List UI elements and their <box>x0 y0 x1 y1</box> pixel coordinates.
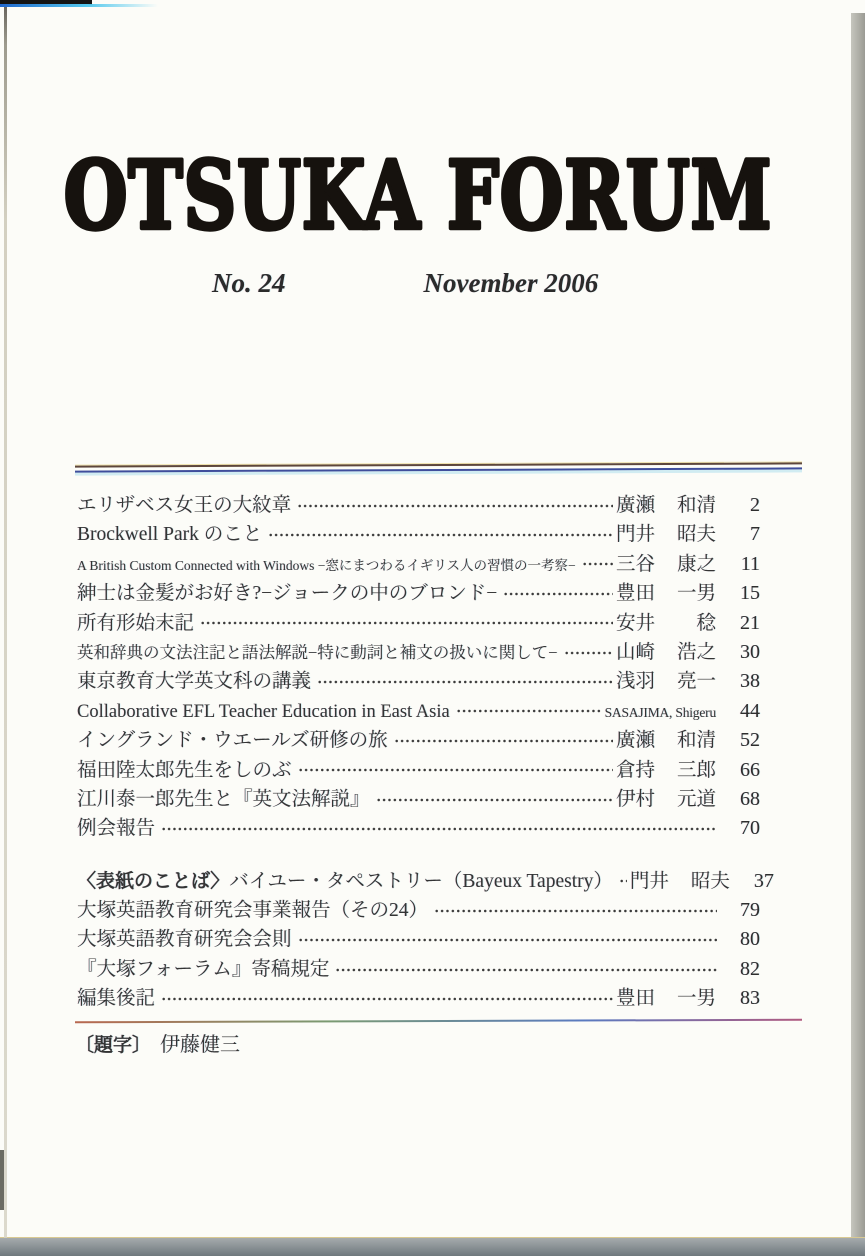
toc-entry-title: 編集後記 <box>77 988 156 1010</box>
toc-entry-page: 80 <box>740 928 760 951</box>
author-family: 廣瀬 <box>616 495 656 516</box>
author-family: 山崎 <box>616 641 656 663</box>
toc-entry-author <box>616 667 716 696</box>
toc-entry-page: 11 <box>740 552 760 575</box>
toc-entry-title: バイユー・タペストリー（Bayeux Tapestry） <box>229 870 613 892</box>
toc-row <box>77 814 760 843</box>
author-family: 廣瀬 <box>616 730 656 752</box>
toc-entry-title: 大塚英語教育研究会事業報告（その24） <box>77 900 429 922</box>
author-family: 安井 <box>616 612 656 634</box>
toc-entry-author <box>616 491 716 520</box>
toc-entry-page: 37 <box>753 869 774 892</box>
colophon-name: 伊藤健三 <box>160 1033 241 1056</box>
author-given: 和清 <box>676 495 716 516</box>
toc-entry-author <box>616 609 716 638</box>
toc-entry-title: A British Custom Connected with Windows −窓にまつわるイギリス人の習慣の一考察− <box>77 557 576 573</box>
toc-row <box>77 984 760 1013</box>
dot-leader <box>200 619 613 627</box>
author-given: 稔 <box>696 612 716 634</box>
dot-leader <box>298 766 613 774</box>
dot-leader <box>456 707 601 715</box>
author-given: 昭夫 <box>676 524 716 546</box>
toc-entry-page: 83 <box>740 987 760 1010</box>
dot-leader <box>298 936 717 944</box>
toc-entry-title: 江川泰一郎先生と『英文法解説』 <box>77 788 370 810</box>
toc-row <box>77 491 760 520</box>
toc-entry-author <box>616 785 716 814</box>
toc-row <box>77 638 760 667</box>
dot-leader <box>564 649 613 657</box>
toc-entry-page: 15 <box>740 582 760 605</box>
toc-entry-author <box>616 726 716 755</box>
toc-entry-page: 2 <box>750 494 760 516</box>
toc-row <box>77 550 760 579</box>
toc-entry-title: 所有形始末記 <box>77 612 195 634</box>
author-family: 伊村 <box>616 788 656 810</box>
dot-leader <box>161 995 613 1003</box>
toc-entry-page: 52 <box>740 729 760 752</box>
toc-row <box>77 579 760 608</box>
author-given: 元道 <box>676 788 716 810</box>
toc-rule-top <box>75 462 802 472</box>
toc-entry-title: 『大塚フォーラム』寄稿規定 <box>77 958 330 980</box>
scan-edge-bottom <box>0 1237 865 1256</box>
toc-entry-page: 70 <box>740 817 760 840</box>
toc-entry-page: 30 <box>740 640 760 663</box>
dot-leader <box>317 678 613 686</box>
toc-entry-author <box>616 520 716 549</box>
colophon <box>75 1028 802 1057</box>
toc-list <box>75 491 802 1014</box>
author-family: 倉持 <box>616 759 656 781</box>
toc-rule-bottom <box>75 1018 802 1023</box>
toc-row <box>77 925 760 954</box>
issue-date: November 2006 <box>423 268 599 298</box>
toc-entry-page: 21 <box>740 611 760 634</box>
dot-leader <box>161 825 717 833</box>
issue-row <box>212 268 598 299</box>
toc-entry-page: 68 <box>740 787 760 810</box>
dot-leader <box>582 560 613 568</box>
colophon-label: 〔題字〕 <box>75 1033 152 1056</box>
author-given: 和清 <box>676 730 716 752</box>
toc-row <box>77 955 760 984</box>
toc-entry-title: 福田陸太郎先生をしのぶ <box>77 759 292 781</box>
dot-leader <box>297 502 613 510</box>
toc-entry-page: 79 <box>740 899 760 922</box>
dot-leader <box>503 590 613 598</box>
toc-entry-page: 44 <box>740 699 760 722</box>
toc-entry-prefix: 〈表紙のことば〉 <box>77 869 230 892</box>
toc-row <box>77 867 774 896</box>
table-of-contents <box>75 464 802 1057</box>
author-given: 一男 <box>676 583 716 605</box>
toc-row <box>77 726 760 755</box>
toc-entry-page: 66 <box>740 758 760 781</box>
issue-number: No. 24 <box>212 268 286 298</box>
scan-edge-left-notch <box>0 1150 4 1210</box>
author-given: 昭夫 <box>690 870 730 892</box>
toc-entry-page: 38 <box>740 670 760 693</box>
toc-entry-title: 英和辞典の文法注記と語法解説−特に動詞と補文の扱いに関して− <box>77 642 558 662</box>
author-family: 門井 <box>616 524 656 546</box>
toc-entry-page: 7 <box>750 523 760 546</box>
toc-entry-title: Brockwell Park のこと <box>77 524 263 546</box>
toc-row <box>77 697 760 726</box>
toc-entry-title: 紳士は金髪がお好き?−ジョークの中のブロンド− <box>77 583 498 605</box>
toc-entry-author <box>616 638 716 667</box>
toc-entry-author <box>616 550 716 579</box>
toc-row <box>77 785 760 814</box>
toc-entry-title: 例会報告 <box>77 818 156 840</box>
author-given: 康之 <box>676 553 716 575</box>
toc-row <box>77 520 760 549</box>
author-given: 一男 <box>676 988 716 1010</box>
author-family: 豊田 <box>616 583 656 605</box>
toc-entry-author <box>616 579 716 608</box>
dot-leader <box>268 531 613 539</box>
toc-entry-page: 82 <box>740 957 760 980</box>
author-given: 亮一 <box>676 671 716 693</box>
dot-leader <box>394 737 613 745</box>
dot-leader <box>619 877 627 885</box>
toc-row <box>77 896 760 925</box>
toc-entry-title: 東京教育大学英文科の講義 <box>77 671 312 693</box>
journal-title: OTSUKA FORUM <box>63 139 773 251</box>
dot-leader <box>376 796 613 804</box>
toc-row <box>77 667 760 696</box>
toc-entry-author <box>616 984 716 1013</box>
toc-entry-author <box>616 756 716 785</box>
toc-entry-title: Collaborative EFL Teacher Education in East Asia <box>77 701 450 722</box>
author-family: 浅羽 <box>616 671 656 693</box>
dot-leader <box>335 966 717 974</box>
toc-entry-author <box>604 698 716 727</box>
masthead <box>0 0 865 270</box>
author-family: 豊田 <box>616 988 656 1010</box>
toc-row <box>77 756 760 785</box>
toc-entry-title: 大塚英語教育研究会会則 <box>77 929 292 951</box>
author-single: SASAJIMA, Shigeru <box>604 704 716 720</box>
dot-leader <box>434 907 717 915</box>
author-given: 三郎 <box>676 759 716 781</box>
toc-entry-author <box>630 867 730 896</box>
toc-row <box>77 609 760 638</box>
toc-entry-title: イングランド・ウエールズ研修の旅 <box>77 730 388 752</box>
author-family: 門井 <box>629 870 669 892</box>
author-family: 三谷 <box>616 553 656 575</box>
author-given: 浩之 <box>676 641 716 663</box>
toc-entry-title: エリザベス女王の大紋章 <box>77 495 292 516</box>
